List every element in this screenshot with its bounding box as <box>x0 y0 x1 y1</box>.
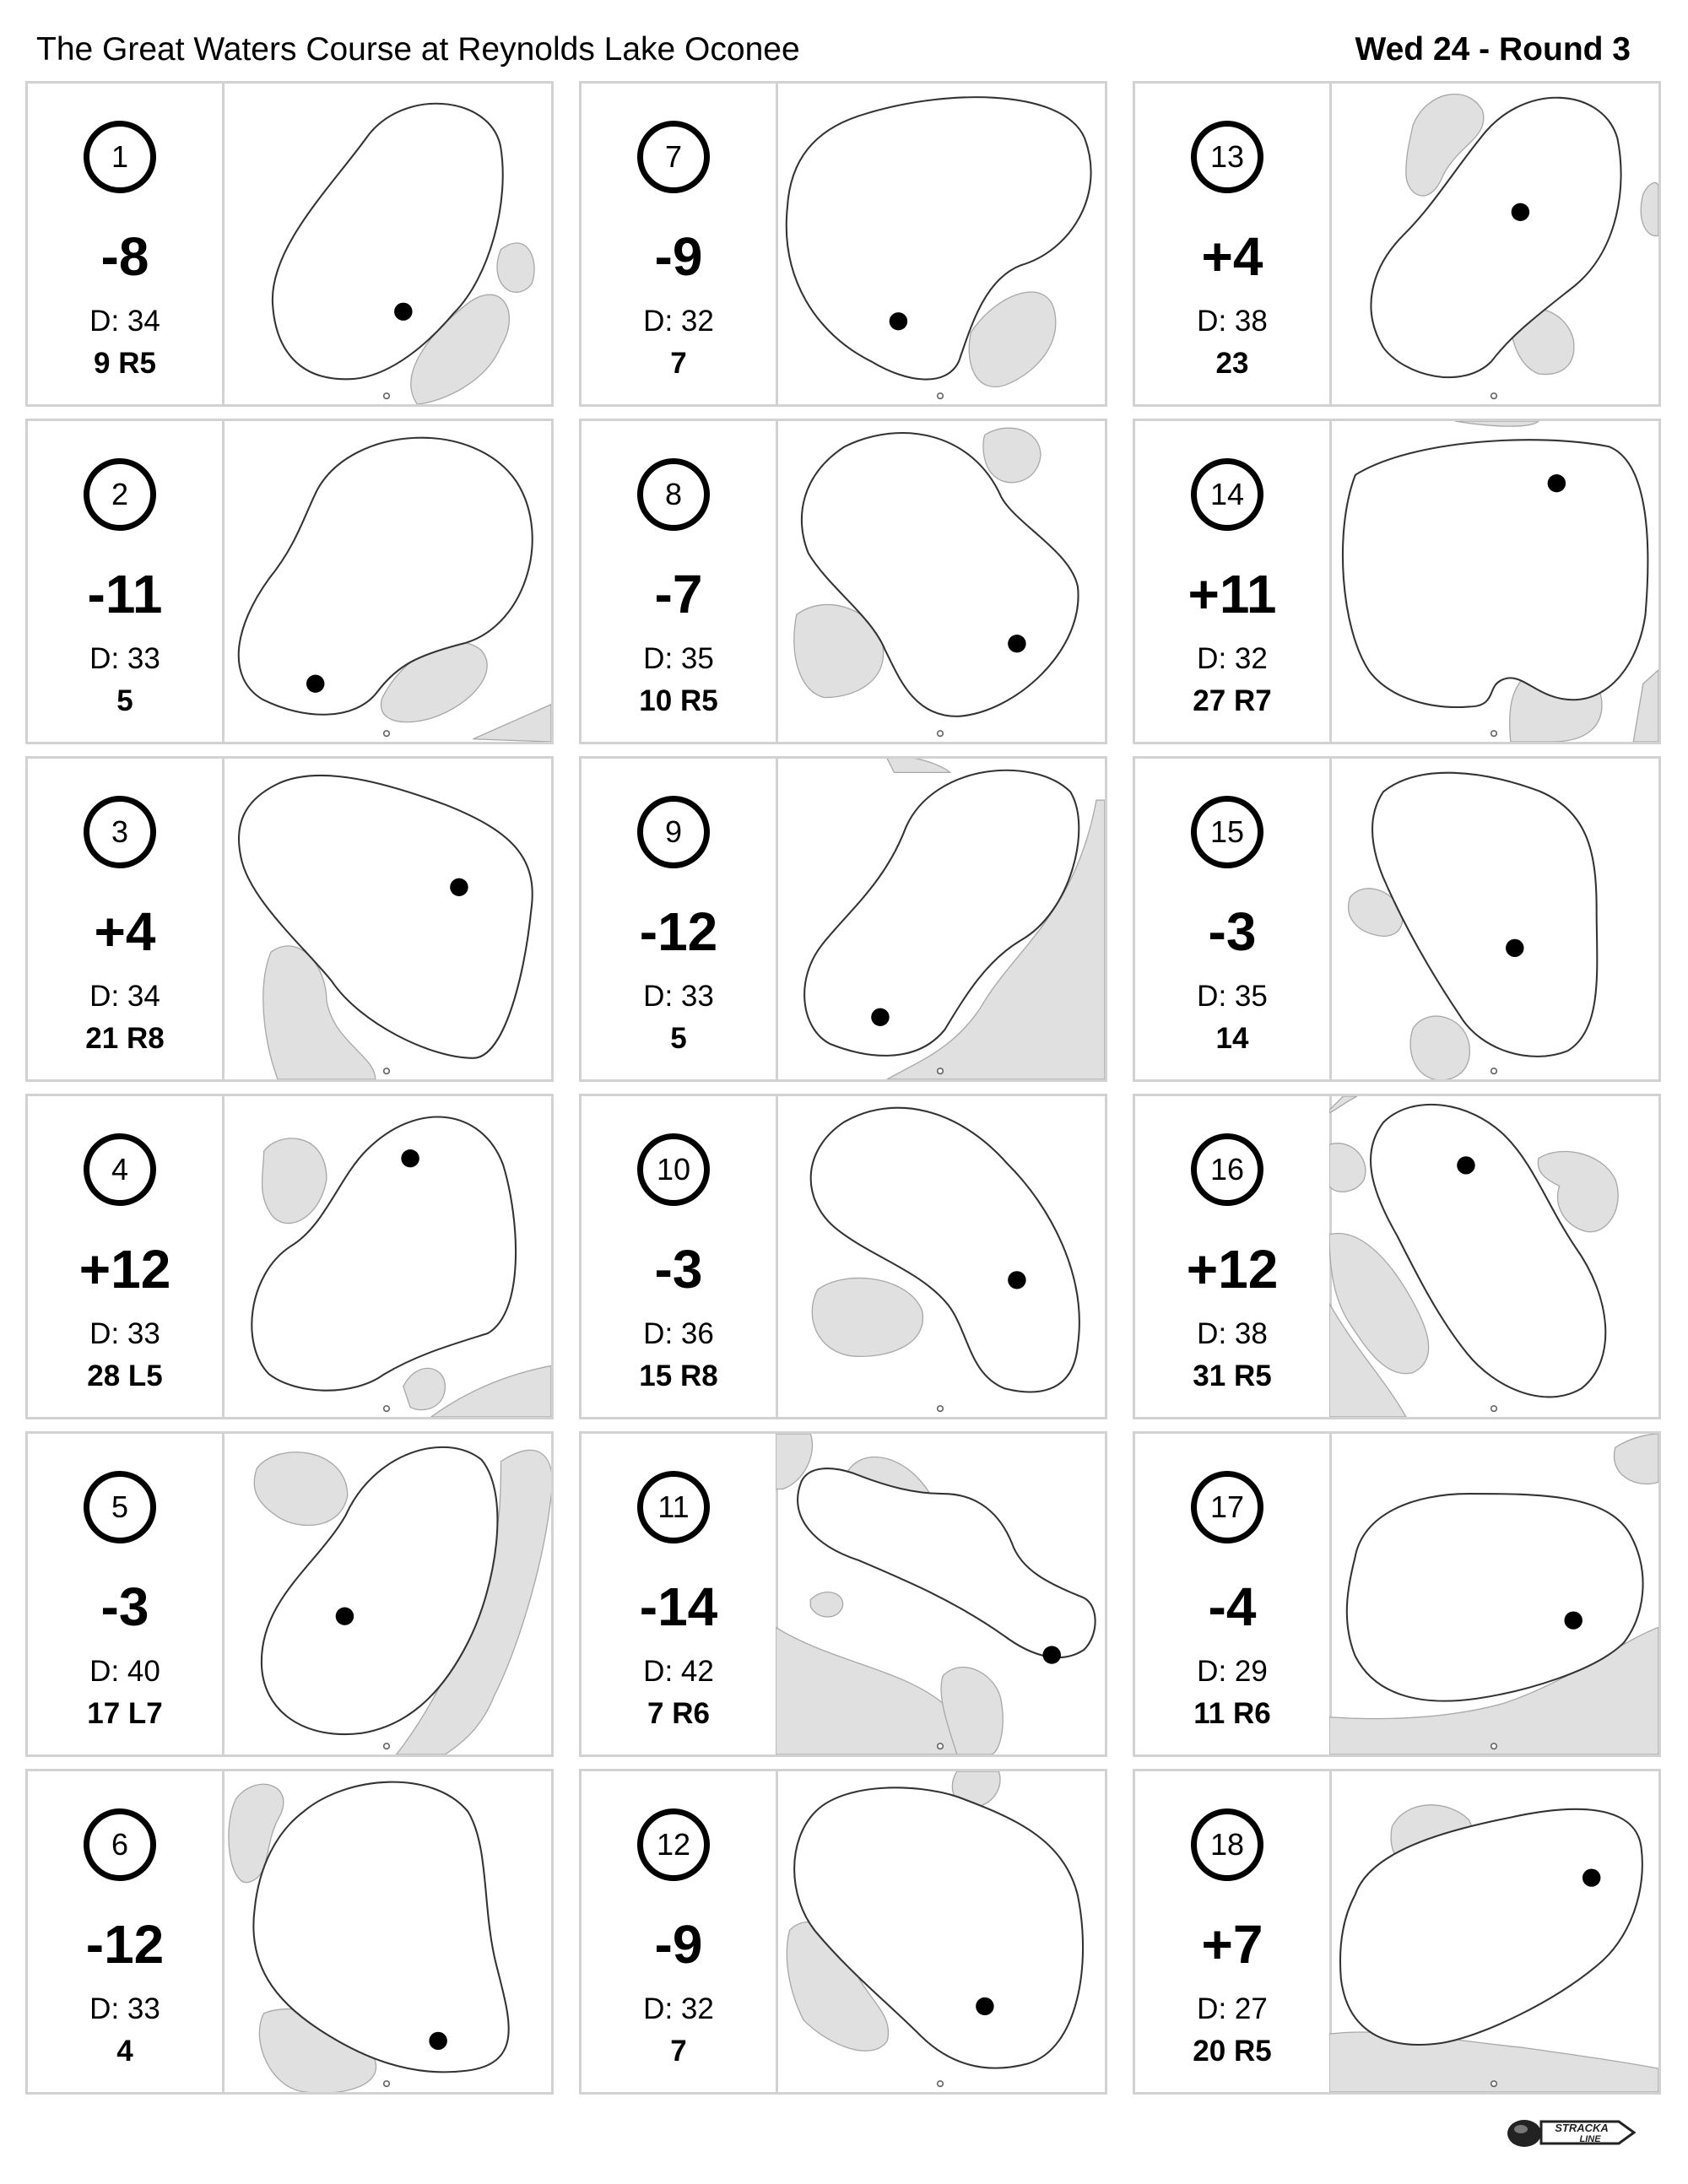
green-depth: D: 34 <box>89 305 160 338</box>
hole-score: -8 <box>100 226 149 287</box>
hole-score: -3 <box>1208 901 1257 962</box>
hazard-area <box>403 1368 446 1409</box>
front-marker <box>1491 731 1497 737</box>
hole-card-9 <box>579 756 1107 1082</box>
hole-number: 17 <box>1191 1471 1263 1543</box>
pin-position: 9 R5 <box>94 347 156 380</box>
hole-number: 6 <box>84 1808 156 1881</box>
pin-location <box>976 1997 993 2015</box>
hole-info <box>582 421 778 742</box>
green-depth: D: 35 <box>1197 980 1268 1013</box>
hole-info <box>28 1771 225 2092</box>
hole-score: -9 <box>654 1914 703 1975</box>
green-depth: D: 36 <box>643 1317 714 1350</box>
hole-number: 18 <box>1191 1808 1263 1881</box>
hole-number: 3 <box>84 796 156 868</box>
pin-position: 27 R7 <box>1193 684 1272 717</box>
green-diagram <box>222 421 551 742</box>
green-diagram <box>1329 1434 1658 1754</box>
hazard-area <box>1329 1143 1366 1192</box>
hole-info <box>1135 759 1332 1079</box>
pin-location <box>890 312 907 330</box>
hazard-area <box>497 243 534 292</box>
hole-info <box>28 1434 225 1754</box>
pin-position: 31 R5 <box>1193 1360 1272 1392</box>
hazard-area <box>812 1278 922 1356</box>
svg-text:LINE: LINE <box>1579 2134 1601 2144</box>
hole-info <box>1135 84 1332 404</box>
pin-location <box>1582 1868 1600 1886</box>
hazard-area <box>776 1627 963 1754</box>
hole-card-1 <box>25 81 554 407</box>
green-depth: D: 38 <box>1197 305 1268 338</box>
hole-score: -3 <box>654 1239 703 1300</box>
course-title: The Great Waters Course at Reynolds Lake Oconee <box>36 31 800 68</box>
green-diagram <box>1329 421 1658 742</box>
green-diagram <box>1329 1096 1658 1417</box>
hole-number: 7 <box>637 121 710 193</box>
hole-info <box>582 1771 778 2092</box>
hole-score: -7 <box>654 564 703 624</box>
hole-number: 10 <box>637 1133 710 1206</box>
hole-info <box>1135 1771 1332 2092</box>
pin-location <box>1008 635 1025 652</box>
green-depth: D: 29 <box>1197 1655 1268 1688</box>
hole-card-7 <box>579 81 1107 407</box>
pin-location <box>1042 1646 1060 1663</box>
green-depth: D: 33 <box>643 980 714 1013</box>
hole-score: +4 <box>1201 226 1263 287</box>
hole-card-15 <box>1133 756 1661 1082</box>
green-depth: D: 27 <box>1197 1992 1268 2025</box>
front-marker <box>938 1406 944 1412</box>
hazard-area <box>983 428 1041 483</box>
hazard-area <box>1455 421 1539 426</box>
stracka-line-logo <box>1502 2113 1637 2152</box>
green-diagram <box>776 84 1105 404</box>
pin-position: 10 R5 <box>639 684 718 717</box>
green-diagram <box>222 84 551 404</box>
pin-position: 20 R5 <box>1193 2035 1272 2068</box>
hole-info <box>28 421 225 742</box>
green-diagram <box>1329 1771 1658 2092</box>
hole-card-14 <box>1133 419 1661 744</box>
green-diagram <box>776 421 1105 742</box>
green-depth: D: 35 <box>643 642 714 675</box>
hazard-area <box>254 1452 348 1526</box>
hole-card-12 <box>579 1769 1107 2095</box>
pin-location <box>1512 203 1529 221</box>
green-diagram <box>776 1096 1105 1417</box>
pin-location <box>336 1608 354 1625</box>
hole-number: 1 <box>84 121 156 193</box>
pin-location <box>1564 1611 1582 1629</box>
front-marker <box>384 1743 390 1749</box>
green-diagram <box>776 759 1105 1079</box>
hazard-area <box>1329 1096 1357 1113</box>
hole-number: 15 <box>1191 796 1263 868</box>
pin-position: 23 <box>1215 347 1249 380</box>
hole-score: -3 <box>100 1576 149 1637</box>
hazard-area <box>1410 1016 1469 1079</box>
front-marker <box>384 1406 390 1412</box>
hole-number: 14 <box>1191 458 1263 531</box>
pin-location <box>1008 1271 1025 1289</box>
pin-position: 11 R6 <box>1193 1697 1271 1730</box>
hazard-area <box>473 705 551 742</box>
green-diagram <box>1329 84 1658 404</box>
green-depth: D: 42 <box>643 1655 714 1688</box>
svg-text:STRACKA: STRACKA <box>1555 2122 1609 2134</box>
front-marker <box>1491 1068 1497 1074</box>
hole-info <box>1135 1434 1332 1754</box>
pin-position: 5 <box>670 1022 687 1055</box>
green-diagram <box>222 1771 551 2092</box>
hole-card-17 <box>1133 1431 1661 1757</box>
hole-card-5 <box>25 1431 554 1757</box>
green-diagram <box>222 759 551 1079</box>
hazard-area <box>969 292 1056 387</box>
green-depth: D: 33 <box>89 1992 160 2025</box>
hazard-area <box>1633 670 1658 742</box>
hole-score: -11 <box>87 564 163 624</box>
hazard-area <box>262 1138 327 1224</box>
pin-location <box>1457 1156 1474 1174</box>
hole-number: 13 <box>1191 121 1263 193</box>
hole-score: +11 <box>1188 564 1277 624</box>
pin-location <box>394 303 412 321</box>
pin-location <box>1506 939 1523 957</box>
hole-score: -12 <box>85 1914 165 1975</box>
hole-info <box>28 759 225 1079</box>
hole-info <box>582 84 778 404</box>
hole-card-4 <box>25 1094 554 1419</box>
hole-number: 4 <box>84 1133 156 1206</box>
hole-score: +12 <box>1186 1239 1279 1300</box>
hole-card-8 <box>579 419 1107 744</box>
pin-location <box>306 675 324 693</box>
pin-position: 4 <box>116 2035 133 2068</box>
hole-score: +4 <box>94 901 156 962</box>
green-depth: D: 32 <box>1197 642 1268 675</box>
hole-number: 12 <box>637 1808 710 1881</box>
hole-card-16 <box>1133 1094 1661 1419</box>
hole-info <box>28 1096 225 1417</box>
hole-number: 16 <box>1191 1133 1263 1206</box>
hole-score: -4 <box>1208 1576 1257 1637</box>
front-marker <box>384 2081 390 2087</box>
hole-number: 5 <box>84 1471 156 1543</box>
pin-location <box>1548 474 1566 492</box>
green-diagram <box>1329 759 1658 1079</box>
pin-position: 5 <box>116 684 133 717</box>
pin-position: 21 R8 <box>85 1022 165 1055</box>
pin-location <box>450 878 468 896</box>
hole-info <box>28 84 225 404</box>
pin-position: 17 L7 <box>87 1697 163 1730</box>
hole-card-3 <box>25 756 554 1082</box>
green-diagram <box>222 1434 551 1754</box>
pin-position: 7 <box>670 2035 687 2068</box>
hole-score: -9 <box>654 226 703 287</box>
front-marker <box>1491 2081 1497 2087</box>
green-depth: D: 32 <box>643 305 714 338</box>
front-marker <box>1491 393 1497 399</box>
hazard-area <box>887 759 950 772</box>
front-marker <box>384 731 390 737</box>
round-title: Wed 24 - Round 3 <box>1355 31 1631 68</box>
hole-card-18 <box>1133 1769 1661 2095</box>
green-depth: D: 40 <box>89 1655 160 1688</box>
hole-score: +7 <box>1201 1914 1263 1975</box>
hole-card-6 <box>25 1769 554 2095</box>
pin-location <box>401 1149 419 1167</box>
hazard-area <box>1641 182 1658 235</box>
hole-score: +12 <box>78 1239 171 1300</box>
front-marker <box>938 1743 944 1749</box>
front-marker <box>938 2081 944 2087</box>
front-marker <box>938 393 944 399</box>
hole-info <box>1135 1096 1332 1417</box>
hole-info <box>1135 421 1332 742</box>
hole-info <box>582 1096 778 1417</box>
green-diagram <box>222 1096 551 1417</box>
hole-number: 11 <box>637 1471 710 1543</box>
hole-number: 9 <box>637 796 710 868</box>
front-marker <box>384 1068 390 1074</box>
pin-position: 15 R8 <box>639 1360 718 1392</box>
hazard-area <box>810 1592 842 1617</box>
hole-score: -12 <box>639 901 718 962</box>
hole-card-11 <box>579 1431 1107 1757</box>
green-diagram <box>776 1771 1105 2092</box>
hole-info <box>582 759 778 1079</box>
hole-info <box>582 1434 778 1754</box>
hazard-area <box>1614 1434 1658 1484</box>
green-depth: D: 38 <box>1197 1317 1268 1350</box>
green-diagram <box>776 1434 1105 1754</box>
hole-number: 8 <box>637 458 710 531</box>
green-depth: D: 34 <box>89 980 160 1013</box>
front-marker <box>384 393 390 399</box>
front-marker <box>1491 1406 1497 1412</box>
hazard-area <box>431 1365 551 1417</box>
green-depth: D: 33 <box>89 642 160 675</box>
pin-position: 28 L5 <box>87 1360 163 1392</box>
hole-card-10 <box>579 1094 1107 1419</box>
pin-position: 7 R6 <box>647 1697 710 1730</box>
hole-score: -14 <box>639 1576 718 1637</box>
pin-location <box>429 2032 446 2050</box>
front-marker <box>938 1068 944 1074</box>
green-depth: D: 33 <box>89 1317 160 1350</box>
hole-number: 2 <box>84 458 156 531</box>
front-marker <box>938 731 944 737</box>
pin-position: 14 <box>1215 1022 1249 1055</box>
hole-card-13 <box>1133 81 1661 407</box>
front-marker <box>1491 1743 1497 1749</box>
pin-position: 7 <box>670 347 687 380</box>
pin-location <box>871 1008 889 1026</box>
hole-card-2 <box>25 419 554 744</box>
green-depth: D: 32 <box>643 1992 714 2025</box>
